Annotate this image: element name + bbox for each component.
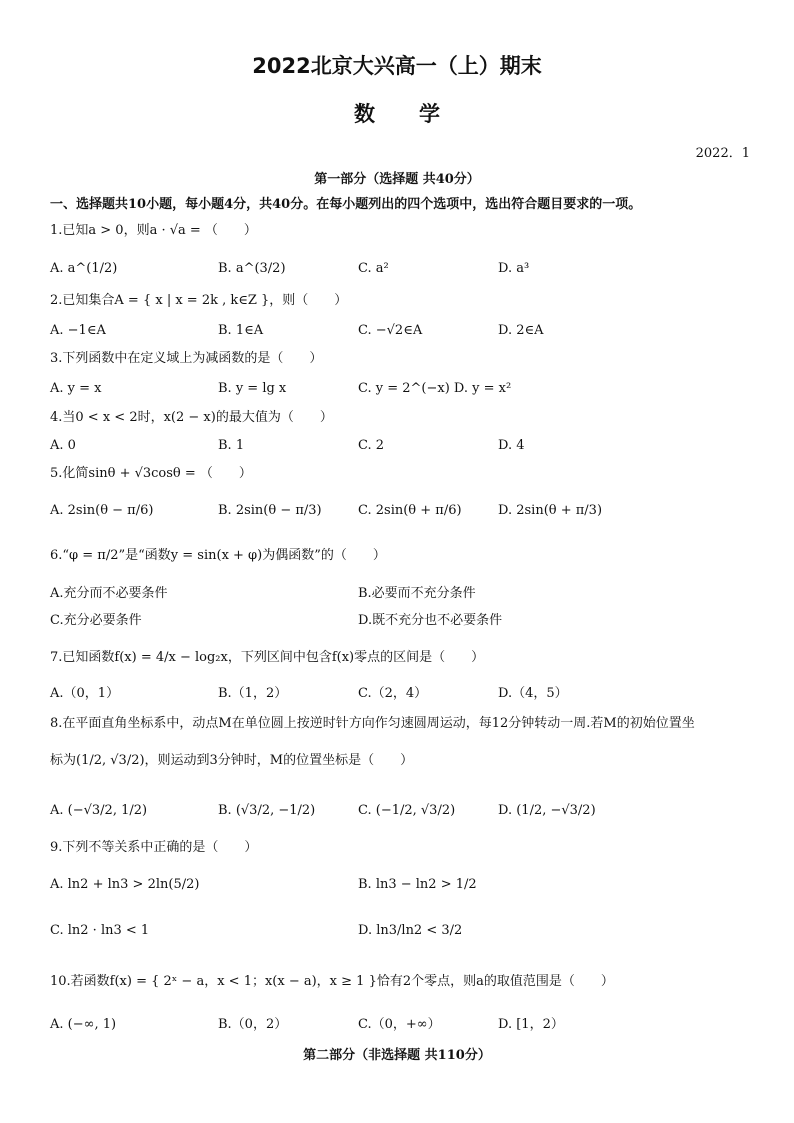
option-d: D. 2∈A [498,323,544,338]
question-stem: 8.在平面直角坐标系中，动点M在单位圆上按逆时针方向作匀速圆周运动，每12分钟转动一周.若M的初始位置坐 [50,716,695,731]
question-stem: 2.已知集合A = { x | x = 2k , k∈Z }，则（ ） [50,293,348,308]
option-a: A. 0 [50,438,76,453]
option-d: D. [1，2） [498,1017,564,1032]
option-a: A. a^(1/2) [50,261,118,276]
option-a: A.充分而不必要条件 [50,586,168,601]
option-b: B. a^(3/2) [218,261,286,276]
option-d: D.既不充分也不必要条件 [358,613,503,628]
option-c: C. a² [358,261,389,276]
option-b: B. (√3/2, −1/2) [218,803,316,818]
option-d: D. 4 [498,438,525,453]
option-a: A. −1∈A [50,323,106,338]
option-a: A. y = x [50,381,102,396]
option-d: D. a³ [498,261,530,276]
option-a: A. ln2 + ln3 > 2ln(5/2) [50,877,200,892]
option-d: D.（4，5） [498,686,568,701]
option-c: C. −√2∈A [358,323,423,338]
option-b: B. 1∈A [218,323,264,338]
option-c: C. (−1/2, √3/2) [358,803,456,818]
option-d: D. 2sin(θ + π/3) [498,503,603,518]
exam-date: 2022．1 [695,146,750,161]
option-c: C.（0，+∞） [358,1017,441,1032]
option-c-d: C. y = 2^(−x) D. y = x² [358,381,512,396]
option-a: A. (−√3/2, 1/2) [50,803,148,818]
option-b: B.（1，2） [218,686,288,701]
option-b: B.必要而不充分条件 [358,586,476,601]
option-c: C. 2 [358,438,385,453]
option-b: B. y = lg x [218,381,287,396]
option-c: C. ln2 · ln3 < 1 [50,923,150,938]
question-stem: 7.已知函数f(x) = 4/x − log₂x，下列区间中包含f(x)零点的区间是（ ） [50,650,485,665]
section-instructions: 一、选择题共10小题，每小题4分，共40分。在每小题列出的四个选项中，选出符合题目要求的一项。 [50,197,642,212]
option-c: C.（2，4） [358,686,428,701]
question-stem: 3.下列函数中在定义域上为减函数的是（ ） [50,351,323,366]
option-c: C. 2sin(θ + π/6) [358,503,462,518]
option-b: B. 2sin(θ − π/3) [218,503,322,518]
option-b: B. ln3 − ln2 > 1/2 [358,877,477,892]
question-stem: 4.当0 < x < 2时，x(2 − x)的最大值为（ ） [50,410,333,425]
option-d: D. ln3/ln2 < 3/2 [358,923,463,938]
option-b: B. 1 [218,438,245,453]
question-stem: 9.下列不等关系中正确的是（ ） [50,840,258,855]
question-stem-continued: 标为(1/2, √3/2)，则运动到3分钟时，M的位置坐标是（ ） [50,753,414,768]
question-stem: 6.“φ = π/2”是“函数y = sin(x + φ)为偶函数”的（ ） [50,548,386,563]
option-a: A. 2sin(θ − π/6) [50,503,154,518]
subject-title: 数学 [354,102,484,126]
page-title: 2022北京大兴高一（上）期末 [252,54,542,78]
part2-heading: 第二部分（非选择题 共110分） [303,1048,491,1063]
option-a: A. (−∞, 1) [50,1017,117,1032]
question-stem: 1.已知a > 0，则a · √a = （ ） [50,223,257,238]
part1-heading: 第一部分（选择题 共40分） [314,172,480,187]
option-d: D. (1/2, −√3/2) [498,803,596,818]
option-c: C.充分必要条件 [50,613,142,628]
option-b: B.（0，2） [218,1017,288,1032]
option-a: A.（0，1） [50,686,120,701]
question-stem: 10.若函数f(x) = { 2ˣ − a，x < 1；x(x − a)，x ≥ 1 }恰有2个零点，则a的取值范围是（ ） [50,974,614,989]
question-stem: 5.化简sinθ + √3cosθ = （ ） [50,466,252,481]
